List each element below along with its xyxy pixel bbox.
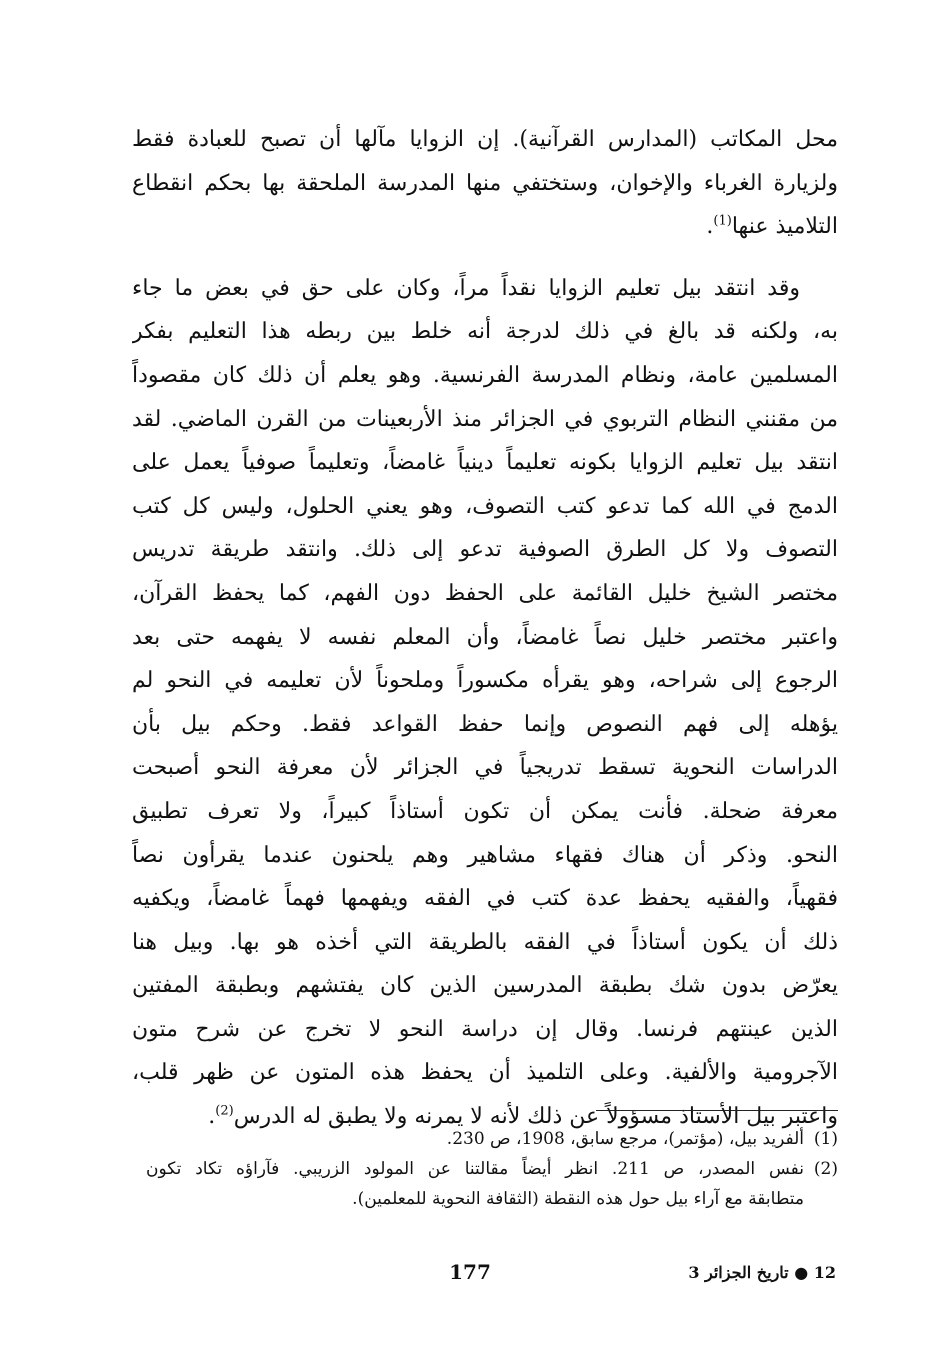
footnote-reference: (1) <box>713 213 732 229</box>
text-line: معرفة ضحلة. فأنت يمكن أن تكون أستاذاً كبيراً، ولا تعرف تطبيق <box>132 798 838 824</box>
paragraph-2 <box>132 267 838 1139</box>
main-text <box>132 118 838 1139</box>
page-number: 177 <box>449 1260 491 1284</box>
text-line: يعرّض بدون شك بطبقة المدرسين الذين كان يفتشهم وبطبقة المفتين <box>132 973 838 999</box>
text-line: من مقنني النظام التربوي في الجزائر منذ الأربعينات من القرن الماضي. لقد <box>132 406 838 432</box>
sentence-end: . <box>208 1104 216 1130</box>
footnote-text <box>146 1154 804 1214</box>
text-line: النحو. وذكر أن هناك فقهاء مشاهير وهم يلحنون عندما يقرأون نصاً <box>132 842 838 868</box>
book-signature: 12 ● تاريخ الجزائر 3 <box>688 1263 836 1282</box>
text-line: ولزيارة الغرباء والإخوان، وستختفي منها المدرسة الملحقة بها بحكم انقطاع <box>132 170 838 196</box>
text-line: التصوف ولا كل الطرق الصوفية تدعو إلى ذلك. وانتقد طريقة تدريس <box>132 537 838 563</box>
text-line: الدمج في الله كما تدعو كتب التصوف، وهو يعني الحلول، وليس كل كتب <box>132 493 838 519</box>
footnotes <box>146 1124 838 1214</box>
footnote-number: (2) <box>813 1159 838 1179</box>
sentence-end: . <box>706 214 714 240</box>
text-line: الرجوع إلى شراحه، وهو يقرأه مكسوراً وملحوناً لأن تعليمه في النحو لم <box>132 668 838 694</box>
paragraph-1 <box>132 118 838 249</box>
text-fragment: التلاميذ عنها <box>731 214 838 240</box>
text-line: يؤهله إلى فهم النصوص وإنما حفظ القواعد فقط. وحكم بيل بأن <box>132 711 838 737</box>
text-line: ذلك أن يكون أستاذاً في الفقه بالطريقة التي أخذه هو بها. وبيل هنا <box>132 929 838 955</box>
text-line: به، ولكنه قد بالغ في ذلك لدرجة أنه خلط بين ربطه هذا التعليم بفكر <box>132 319 838 345</box>
text-line: الدراسات النحوية تسقط تدريجياً في الجزائر لأن معرفة النحو أصبحت <box>132 755 838 781</box>
text-line: الآجرومية والألفية. وعلى التلميذ أن يحفظ هذه المتون عن ظهر قلب، <box>132 1060 838 1086</box>
text-line <box>132 205 838 249</box>
footnote-line: ألفريد بيل، (مؤتمر)، مرجع سابق، 1908، ص 230. <box>446 1129 804 1149</box>
footnote-line: نفس المصدر، ص 211. انظر أيضاً مقالتنا عن المولود الزريبي. فآراؤه تكاد تكون <box>146 1159 804 1179</box>
footnote-reference: (2) <box>215 1103 234 1119</box>
text-line: انتقد بيل تعليم الزوايا بكونه تعليماً دينياً غامضاً، وتعليماً صوفياً يعمل على <box>132 450 838 476</box>
text-line: محل المكاتب (المدارس القرآنية). إن الزوايا مآلها أن تصبح للعبادة فقط <box>132 127 838 152</box>
footnote-1 <box>146 1124 838 1154</box>
footnote-line: متطابقة مع آراء بيل حول هذه النقطة (الثقافة النحوية للمعلمين). <box>352 1189 804 1209</box>
text-line: مختصر الشيخ خليل القائمة على الحفظ دون الفهم، كما يحفظ القرآن، <box>132 580 838 606</box>
text-line: فقهياً، والفقيه يحفظ عدة كتب في الفقه ويفهمها فهماً غامضاً، ويكفيه <box>132 886 838 912</box>
footnote-number: (1) <box>813 1129 838 1149</box>
text-line: المسلمين عامة، ونظام المدرسة الفرنسية. وهو يعلم أن ذلك كان مقصوداً <box>132 362 838 388</box>
footnote-2 <box>146 1154 838 1214</box>
footnote-text <box>146 1124 804 1154</box>
text-fragment: واعتبر بيل الأستاذ مسؤولاً عن ذلك لأنه لا يمرنه ولا يطبق له الدرس <box>233 1104 838 1130</box>
text-line: وقد انتقد بيل تعليم الزوايا نقداً مراً، وكان على حق في بعض ما جاء <box>132 275 800 301</box>
text-line: الذين عينتهم فرنسا. وقال إن دراسة النحو لا تخرج عن شرح متون <box>132 1016 838 1042</box>
text-line: واعتبر مختصر خليل نصاً غامضاً، وأن المعلم نفسه لا يفهمه حتى بعد <box>132 624 838 650</box>
footnote-separator <box>596 1110 838 1111</box>
